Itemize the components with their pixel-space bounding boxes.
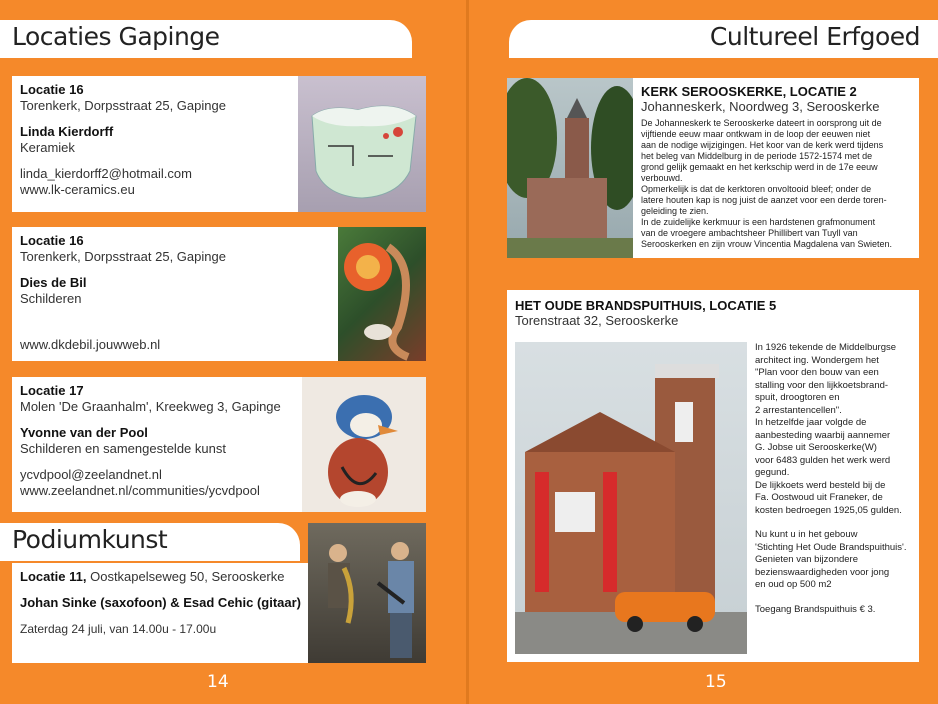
body-line: G. Jobse uit Serooskerke(W)	[755, 442, 877, 453]
fire-station-icon	[515, 342, 747, 654]
artist-card-kierdorff	[12, 76, 426, 212]
body-line: grond gelijk gemaakt en het kerkschip werd in de 17e eeuw	[641, 162, 878, 172]
article-subtitle: Johanneskerk, Noordweg 3, Serooskerke	[641, 99, 880, 114]
section-title: Locaties Gapinge	[12, 22, 220, 51]
body-line: het beleg van Middelburg in de periode 1572-1574 met de	[641, 151, 873, 161]
musicians-photo	[308, 523, 426, 663]
body-line: In hetzelfde jaar volgde de	[755, 417, 867, 428]
body-line: vijftiende eeuw maar ontkwam in de loop der eeuwen niet	[641, 129, 871, 139]
artist-card-debil	[12, 227, 426, 361]
fire-station-photo	[515, 342, 747, 654]
musicians-icon	[308, 523, 426, 663]
address: Torenkerk, Dorpsstraat 25, Gapinge	[20, 98, 226, 113]
email-link[interactable]: linda_kierdorff2@hotmail.com	[20, 166, 192, 181]
body-line	[755, 592, 917, 604]
church-photo	[507, 78, 633, 258]
address: Molen 'De Graanhalm', Kreekweg 3, Gapinge	[20, 399, 281, 414]
article-title: KERK SEROOSKERKE, LOCATIE 2	[641, 84, 857, 99]
artist-name: Yvonne van der Pool	[20, 425, 148, 440]
section-header-erfgoed	[509, 20, 938, 58]
body-line: latere houten kap is nog juist de aanzet voor een derde toren-	[641, 195, 887, 205]
mandarin-duck-image	[302, 377, 426, 512]
body-line: bezienswaardigheden voor jong	[755, 566, 890, 578]
body-line: geleiding te zien.	[641, 206, 709, 216]
body-line: van de vroegere ambachtsheer Phillibert van Tuyll van	[641, 228, 858, 238]
body-line: Serooskerken en zijn vrouw Vincentia Magdalena van Swieten.	[641, 239, 892, 249]
body-line: aan de nodige wijzigingen. Het koor van de kerk werd tijdens	[641, 140, 884, 150]
website-link[interactable]: www.zeelandnet.nl/communities/ycvdpool	[20, 483, 260, 498]
body-line: Genieten van bijzondere	[755, 554, 858, 565]
performers: Johan Sinke (saxofoon) & Esad Cehic (gitaar)	[20, 595, 301, 610]
artist-name: Dies de Bil	[20, 275, 87, 290]
location-label: Locatie 16	[20, 233, 84, 248]
body-line: spuit, droogtoren en	[755, 392, 840, 403]
ceramic-bowl-icon	[298, 76, 426, 212]
address: Torenkerk, Dorpsstraat 25, Gapinge	[20, 249, 226, 264]
body-line: De Johanneskerk te Serooskerke dateert in oorsprong uit de	[641, 118, 882, 128]
body-line: De lijkkoets werd besteld bij de	[755, 479, 886, 491]
artist-name: Linda Kierdorff	[20, 124, 114, 139]
body-line: "Plan voor den bouw van een	[755, 367, 879, 378]
body-line: In 1926 tekende de Middelburgse	[755, 342, 897, 353]
article-subtitle: Torenstraat 32, Serooskerke	[515, 313, 679, 328]
body-line: architect ing. Wondergem het	[755, 354, 879, 366]
body-line: aanbesteding waarbij aannemer	[755, 429, 891, 441]
body-line: kosten bedroegen 1925,05 gulden.	[755, 504, 902, 516]
kerk-article	[507, 78, 919, 258]
page-number: 14	[207, 672, 229, 692]
section-header-podiumkunst	[0, 523, 300, 561]
church-icon	[507, 78, 633, 258]
location-label: Locatie 16	[20, 82, 84, 97]
page-number: 15	[705, 672, 727, 692]
discipline: Schilderen	[20, 291, 82, 306]
location-label: Locatie 17	[20, 383, 84, 398]
painting-icon	[338, 227, 426, 361]
artist-card-vanderpool	[12, 377, 426, 512]
body-line: In de zuidelijke kerkmuur is een hardstenen grafmonument	[641, 217, 876, 227]
body-line: voor 6483 gulden het werk werd	[755, 454, 891, 466]
event-date: Zaterdag 24 juli, van 14.00u - 17.00u	[20, 622, 217, 636]
website-link[interactable]: www.dkdebil.jouwweb.nl	[20, 337, 161, 352]
podium-card	[12, 563, 308, 663]
ceramic-bowl-image	[298, 76, 426, 212]
page-15	[469, 0, 938, 704]
painting-image	[338, 227, 426, 361]
discipline: Schilderen en samengestelde kunst	[20, 441, 226, 456]
section-header-locaties	[0, 20, 412, 58]
body-line: 2 arrestantencellen".	[755, 404, 842, 416]
email-link[interactable]: ycvdpool@zeelandnet.nl	[20, 467, 162, 482]
discipline: Keramiek	[20, 140, 75, 155]
article-title: HET OUDE BRANDSPUITHUIS, LOCATIE 5	[515, 298, 777, 313]
section-title: Podiumkunst	[12, 525, 168, 554]
body-line: gegund.	[755, 467, 790, 478]
brandspuithuis-article	[507, 290, 919, 662]
body-line: 'Stichting Het Oude Brandspuithuis'.	[755, 541, 907, 553]
admission-price: Toegang Brandspuithuis € 3.	[755, 603, 876, 615]
body-line: Nu kunt u in het gebouw	[755, 529, 858, 540]
body-line	[755, 517, 917, 529]
body-line: Opmerkelijk is dat de kerktoren onvoltooid bleef; onder de	[641, 184, 872, 194]
duck-icon	[302, 377, 426, 512]
body-line: en oud op 500 m2	[755, 579, 832, 590]
website-link[interactable]: www.lk-ceramics.eu	[20, 182, 135, 197]
section-title: Cultureel Erfgoed	[709, 22, 920, 51]
body-line: verbouwd.	[641, 173, 683, 183]
body-line: stalling voor den lijkkoetsbrand-	[755, 379, 889, 391]
address: Oostkapelseweg 50, Serooskerke	[86, 569, 285, 584]
location-label: Locatie 11,	[20, 569, 87, 584]
body-line: Fa. Oostwoud uit Franeker, de	[755, 492, 883, 503]
